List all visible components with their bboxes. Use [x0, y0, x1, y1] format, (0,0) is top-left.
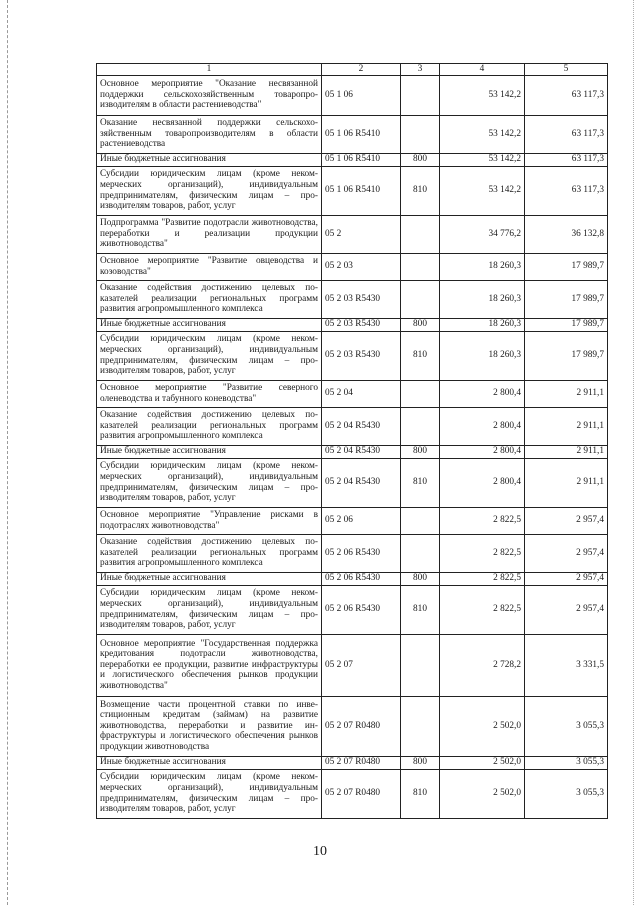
row-target-code: 05 2 06 R5430	[322, 585, 401, 634]
row-amount-2: 63 117,3	[525, 115, 608, 153]
row-expense-type	[401, 380, 440, 407]
table-row	[97, 380, 608, 407]
row-name: Возмещение части процентной ставки по инвестиционным кредитам (займам) на развитие животноводства, переработки и развитие инфраструктуры и логистического обеспечения рынков продукции животноводства	[97, 696, 322, 756]
row-target-code: 05 2	[322, 215, 401, 253]
row-amount-1: 53 142,2	[440, 115, 525, 153]
row-amount-2: 63 117,3	[525, 75, 608, 115]
row-name: Оказание содействия достижению целевых показателей реализации региональных программ развития агропромышленного комплекса	[97, 280, 322, 318]
row-amount-2: 3 055,3	[525, 769, 608, 818]
row-target-code: 05 2 04	[322, 380, 401, 407]
row-name: Субсидии юридическим лицам (кроме некоммерческих организаций), индивидуальным предпринимателям, физическим лицам – производителям товаров, работ, услуг	[97, 331, 322, 380]
table-row	[97, 331, 608, 380]
row-expense-type	[401, 507, 440, 534]
table-row	[97, 153, 608, 166]
table-row	[97, 445, 608, 458]
table-header-row	[97, 64, 608, 76]
row-name: Подпрограмма "Развитие подотрасли животноводства, переработки и реализации продукции животноводства"	[97, 215, 322, 253]
row-expense-type: 800	[401, 756, 440, 769]
row-target-code: 05 2 07 R0480	[322, 756, 401, 769]
row-amount-1: 2 502,0	[440, 756, 525, 769]
table-row	[97, 407, 608, 445]
row-amount-1: 18 260,3	[440, 331, 525, 380]
row-amount-1: 2 800,4	[440, 407, 525, 445]
table-row	[97, 507, 608, 534]
row-amount-2: 2 911,1	[525, 445, 608, 458]
row-amount-2: 2 957,4	[525, 507, 608, 534]
row-target-code: 05 2 03 R5430	[322, 318, 401, 331]
column-header-2: 2	[322, 64, 401, 76]
row-amount-1: 34 776,2	[440, 215, 525, 253]
row-target-code: 05 2 03 R5430	[322, 280, 401, 318]
row-name: Субсидии юридическим лицам (кроме некоммерческих организаций), индивидуальным предпринимателям, физическим лицам – производителям товаров, работ, услуг	[97, 769, 322, 818]
row-expense-type: 810	[401, 331, 440, 380]
row-amount-2: 3 331,5	[525, 634, 608, 696]
table-row	[97, 756, 608, 769]
row-amount-2: 17 989,7	[525, 253, 608, 280]
row-amount-1: 2 800,4	[440, 445, 525, 458]
table-row	[97, 253, 608, 280]
row-amount-2: 3 055,3	[525, 696, 608, 756]
table-row	[97, 585, 608, 634]
row-amount-2: 3 055,3	[525, 756, 608, 769]
row-amount-1: 53 142,2	[440, 75, 525, 115]
row-amount-2: 2 957,4	[525, 534, 608, 572]
row-amount-2: 36 132,8	[525, 215, 608, 253]
row-name: Основное мероприятие "Развитие северного оленеводства и табунного коневодства"	[97, 380, 322, 407]
row-amount-1: 18 260,3	[440, 280, 525, 318]
column-header-3: 3	[401, 64, 440, 76]
row-amount-2: 17 989,7	[525, 280, 608, 318]
table-row	[97, 318, 608, 331]
row-amount-2: 17 989,7	[525, 331, 608, 380]
table-row	[97, 458, 608, 507]
row-expense-type	[401, 115, 440, 153]
row-expense-type: 810	[401, 585, 440, 634]
row-name: Иные бюджетные ассигнования	[97, 153, 322, 166]
column-header-5: 5	[525, 64, 608, 76]
row-amount-2: 63 117,3	[525, 153, 608, 166]
row-expense-type	[401, 634, 440, 696]
row-name: Основное мероприятие "Развитие овцеводства и козоводства"	[97, 253, 322, 280]
row-expense-type	[401, 407, 440, 445]
column-header-1: 1	[97, 64, 322, 76]
row-amount-1: 18 260,3	[440, 318, 525, 331]
row-expense-type	[401, 534, 440, 572]
row-name: Оказание содействия достижению целевых показателей реализации региональных программ развития агропромышленного комплекса	[97, 534, 322, 572]
row-amount-1: 2 800,4	[440, 380, 525, 407]
row-target-code: 05 2 04 R5430	[322, 407, 401, 445]
row-amount-1: 2 822,5	[440, 572, 525, 585]
row-name: Иные бюджетные ассигнования	[97, 318, 322, 331]
row-expense-type	[401, 253, 440, 280]
row-target-code: 05 1 06	[322, 75, 401, 115]
table-row	[97, 166, 608, 215]
row-name: Оказание несвязанной поддержки сельскохозяйственным товаропроизводителям в области растениеводства	[97, 115, 322, 153]
row-expense-type: 810	[401, 458, 440, 507]
row-amount-1: 2 800,4	[440, 458, 525, 507]
row-expense-type: 800	[401, 153, 440, 166]
row-amount-2: 2 911,1	[525, 458, 608, 507]
row-amount-2: 2 957,4	[525, 572, 608, 585]
column-header-4: 4	[440, 64, 525, 76]
table-row	[97, 572, 608, 585]
row-target-code: 05 2 03 R5430	[322, 331, 401, 380]
row-target-code: 05 2 06 R5430	[322, 534, 401, 572]
table-row	[97, 75, 608, 115]
row-target-code: 05 2 03	[322, 253, 401, 280]
row-amount-1: 2 822,5	[440, 585, 525, 634]
row-expense-type: 800	[401, 445, 440, 458]
table-row	[97, 769, 608, 818]
row-target-code: 05 2 06 R5430	[322, 572, 401, 585]
row-name: Основное мероприятие "Управление рисками в подотраслях животноводства"	[97, 507, 322, 534]
row-expense-type: 810	[401, 769, 440, 818]
row-name: Субсидии юридическим лицам (кроме некоммерческих организаций), индивидуальным предпринимателям, физическим лицам – производителям товаров, работ, услуг	[97, 458, 322, 507]
row-target-code: 05 2 04 R5430	[322, 458, 401, 507]
scan-edge-left	[7, 0, 8, 905]
row-target-code: 05 1 06 R5410	[322, 153, 401, 166]
row-target-code: 05 2 07 R0480	[322, 769, 401, 818]
row-amount-1: 2 822,5	[440, 534, 525, 572]
row-name: Субсидии юридическим лицам (кроме некоммерческих организаций), индивидуальным предпринимателям, физическим лицам – производителям товаров, работ, услуг	[97, 585, 322, 634]
row-amount-2: 63 117,3	[525, 166, 608, 215]
page-number: 10	[313, 844, 327, 859]
row-amount-1: 18 260,3	[440, 253, 525, 280]
row-expense-type	[401, 696, 440, 756]
row-expense-type: 800	[401, 318, 440, 331]
row-name: Субсидии юридическим лицам (кроме некоммерческих организаций), индивидуальным предпринимателям, физическим лицам – производителям товаров, работ, услуг	[97, 166, 322, 215]
row-target-code: 05 2 04 R5430	[322, 445, 401, 458]
row-name: Иные бюджетные ассигнования	[97, 756, 322, 769]
row-expense-type	[401, 280, 440, 318]
row-target-code: 05 2 06	[322, 507, 401, 534]
row-name: Иные бюджетные ассигнования	[97, 445, 322, 458]
row-amount-2: 2 911,1	[525, 380, 608, 407]
row-amount-1: 53 142,2	[440, 166, 525, 215]
table-row	[97, 280, 608, 318]
budget-table	[96, 63, 608, 819]
row-name: Оказание содействия достижению целевых показателей реализации региональных программ развития агропромышленного комплекса	[97, 407, 322, 445]
row-amount-2: 17 989,7	[525, 318, 608, 331]
row-amount-2: 2 957,4	[525, 585, 608, 634]
row-amount-2: 2 911,1	[525, 407, 608, 445]
row-expense-type	[401, 215, 440, 253]
row-expense-type: 800	[401, 572, 440, 585]
row-amount-1: 2 502,0	[440, 769, 525, 818]
row-target-code: 05 2 07	[322, 634, 401, 696]
table-row	[97, 634, 608, 696]
row-amount-1: 53 142,2	[440, 153, 525, 166]
row-name: Основное мероприятие "Оказание несвязанной поддержки сельскохозяйственным товаропроизводителям в области растениеводства"	[97, 75, 322, 115]
row-amount-1: 2 822,5	[440, 507, 525, 534]
row-target-code: 05 2 07 R0480	[322, 696, 401, 756]
table-row	[97, 115, 608, 153]
row-amount-1: 2 502,0	[440, 696, 525, 756]
row-expense-type: 810	[401, 166, 440, 215]
row-target-code: 05 1 06 R5410	[322, 115, 401, 153]
row-amount-1: 2 728,2	[440, 634, 525, 696]
row-target-code: 05 1 06 R5410	[322, 166, 401, 215]
row-name: Основное мероприятие "Государственная поддержка кредитования подотрасли животноводства, переработки ее продукции, развитие инфраструктуры и логистического обеспечения рынков продукции животноводства"	[97, 634, 322, 696]
table-row	[97, 215, 608, 253]
table-row	[97, 696, 608, 756]
row-name: Иные бюджетные ассигнования	[97, 572, 322, 585]
table-row	[97, 534, 608, 572]
row-expense-type	[401, 75, 440, 115]
scan-edge-right	[633, 0, 634, 905]
